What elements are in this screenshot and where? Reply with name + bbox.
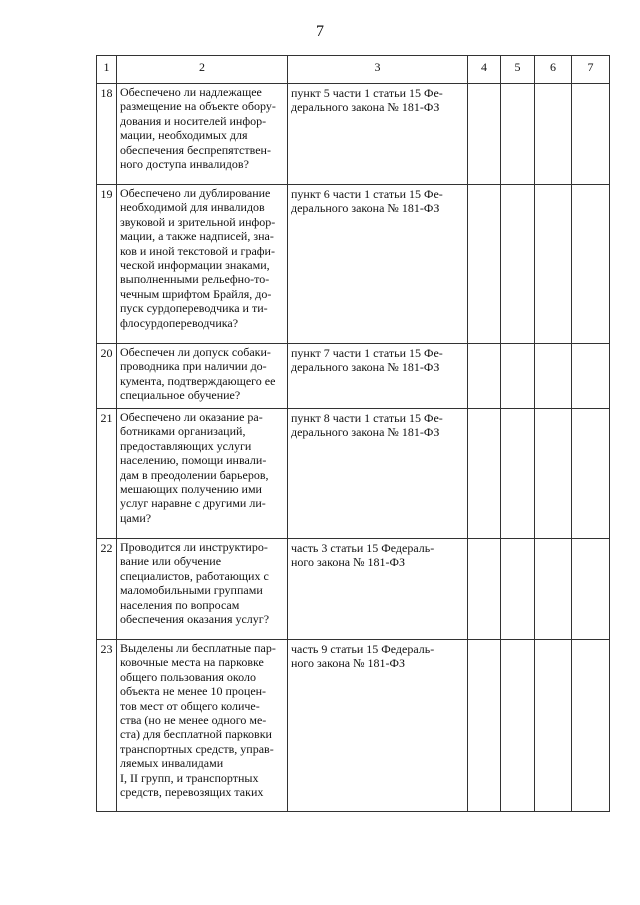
row-number: 22 (97, 539, 117, 640)
table-row (97, 84, 610, 185)
empty-cell (535, 185, 572, 344)
requirement-question: Обеспечено ли оказание ра- ботниками организаций, предоставляющих услуги населению, помощи инвали- дам в преодолении барьеров, мешающих получению ими услуг наравне с другими ли- цами? (117, 409, 288, 539)
legal-reference: часть 3 статьи 15 Федераль- ного закона № 181-ФЗ (288, 539, 468, 640)
empty-cell (535, 344, 572, 409)
empty-cell (501, 344, 535, 409)
row-number: 20 (97, 344, 117, 409)
requirement-question: Обеспечен ли допуск собаки- проводника при наличии до- кумента, подтверждающего ее специальное обучение? (117, 344, 288, 409)
empty-cell (572, 409, 610, 539)
checklist-table (96, 55, 610, 812)
requirement-question: Проводится ли инструктиро- вание или обучение специалистов, работающих с маломобильными группами населения по вопросам обеспечения оказания услуг? (117, 539, 288, 640)
requirement-question: Обеспечено ли надлежащее размещение на объекте обору- дования и носителей инфор- мации, необходимых для обеспечения беспрепятствен- ного доступа инвалидов? (117, 84, 288, 185)
empty-cell (572, 185, 610, 344)
empty-cell (501, 185, 535, 344)
table-row (97, 640, 610, 812)
row-number: 23 (97, 640, 117, 812)
empty-cell (535, 539, 572, 640)
legal-reference: пункт 5 части 1 статьи 15 Фе- дерального закона № 181-ФЗ (288, 84, 468, 185)
column-header: 7 (572, 56, 610, 84)
column-header: 6 (535, 56, 572, 84)
requirement-question: Выделены ли бесплатные пар- ковочные места на парковке общего пользования около объекта не менее 10 процен- тов мест от общего количе- ства (но не менее одного ме- ста) для бесплатной парковки транспортных средств, управ- ляемых инвалидами I, II групп, и транспортных средств, перевозящих таких (117, 640, 288, 812)
empty-cell (572, 539, 610, 640)
empty-cell (468, 344, 501, 409)
legal-reference: пункт 8 части 1 статьи 15 Фе- дерального закона № 181-ФЗ (288, 409, 468, 539)
empty-cell (468, 185, 501, 344)
empty-cell (572, 640, 610, 812)
legal-reference: пункт 7 части 1 статьи 15 Фе- дерального закона № 181-ФЗ (288, 344, 468, 409)
row-number: 21 (97, 409, 117, 539)
table-row (97, 409, 610, 539)
empty-cell (572, 84, 610, 185)
table-row (97, 185, 610, 344)
table-row (97, 344, 610, 409)
row-number: 19 (97, 185, 117, 344)
legal-reference: часть 9 статьи 15 Федераль- ного закона № 181-ФЗ (288, 640, 468, 812)
empty-cell (501, 84, 535, 185)
column-header: 3 (288, 56, 468, 84)
empty-cell (468, 539, 501, 640)
legal-reference: пункт 6 части 1 статьи 15 Фе- дерального закона № 181-ФЗ (288, 185, 468, 344)
empty-cell (501, 640, 535, 812)
column-header: 1 (97, 56, 117, 84)
table-header-row (97, 56, 610, 84)
page-number: 7 (316, 23, 324, 40)
column-header: 4 (468, 56, 501, 84)
empty-cell (572, 344, 610, 409)
table-row (97, 539, 610, 640)
column-header: 2 (117, 56, 288, 84)
empty-cell (535, 409, 572, 539)
empty-cell (468, 84, 501, 185)
empty-cell (501, 539, 535, 640)
empty-cell (535, 640, 572, 812)
requirement-question: Обеспечено ли дублирование необходимой для инвалидов звуковой и зрительной инфор- мации, а также надписей, зна- ков и иной текстовой и графи- ческой информации знаками, выполненными рельефно-то- чечным шрифтом Брайля, до- пуск сурдопереводчика и ти- флосурдопереводчика? (117, 185, 288, 344)
column-header: 5 (501, 56, 535, 84)
empty-cell (468, 409, 501, 539)
empty-cell (468, 640, 501, 812)
empty-cell (501, 409, 535, 539)
empty-cell (535, 84, 572, 185)
row-number: 18 (97, 84, 117, 185)
